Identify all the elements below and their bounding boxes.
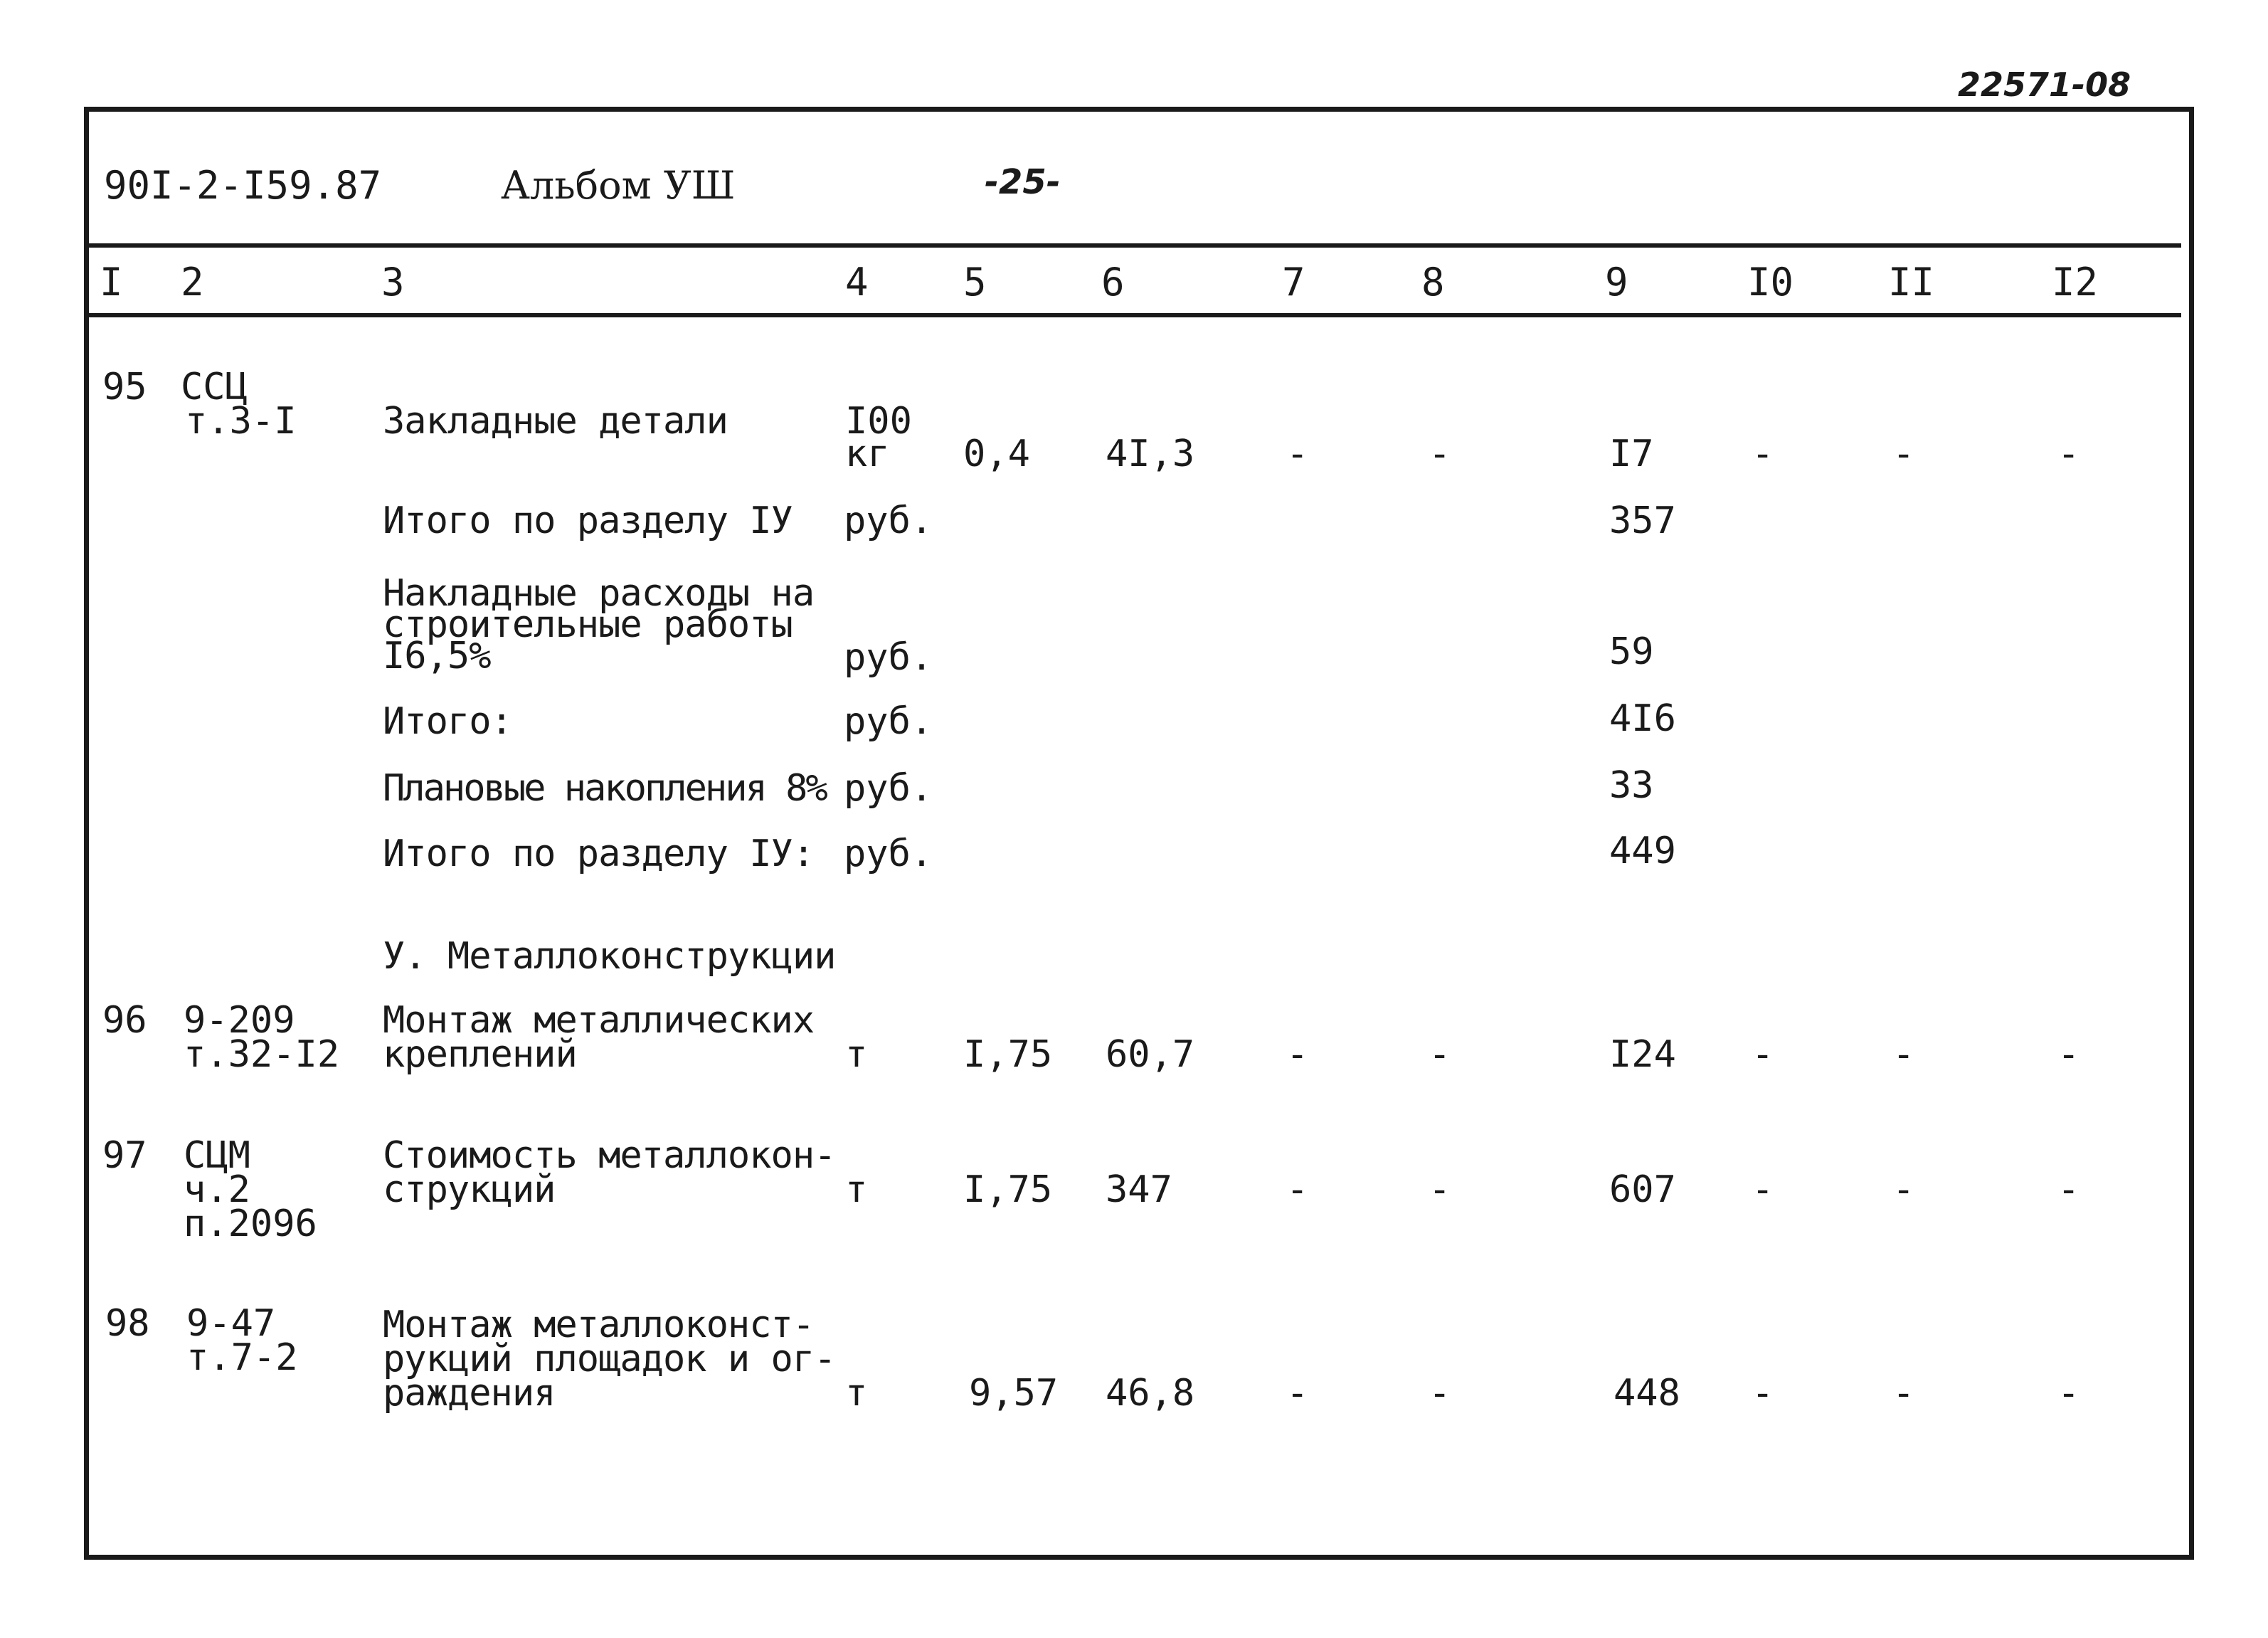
col7-value: - bbox=[1286, 1033, 1309, 1076]
quantity: 0,4 bbox=[963, 433, 1030, 475]
col12-value: - bbox=[2057, 1168, 2080, 1211]
quantity: I,75 bbox=[963, 1033, 1053, 1076]
total-cost: I24 bbox=[1609, 1033, 1676, 1076]
unit: I00 bbox=[845, 400, 912, 443]
col10-value: - bbox=[1752, 1372, 1774, 1415]
unit: руб. bbox=[844, 700, 933, 743]
unit: руб. bbox=[844, 833, 933, 875]
unit-price: 4I,3 bbox=[1106, 433, 1195, 475]
col12-value: - bbox=[2057, 1033, 2080, 1076]
total-cost: 357 bbox=[1609, 500, 1676, 542]
col10-value: - bbox=[1752, 1033, 1774, 1076]
unit: т bbox=[845, 1372, 868, 1415]
total-cost: 59 bbox=[1609, 630, 1654, 673]
col10-value: - bbox=[1752, 1168, 1774, 1211]
row-number: 95 bbox=[102, 366, 147, 408]
unit: руб. bbox=[844, 636, 933, 679]
item-name: Стоимость металлокон- bbox=[383, 1134, 836, 1177]
code-line: т.7-2 bbox=[186, 1336, 298, 1379]
code-line: 9-209 bbox=[184, 999, 295, 1042]
item-name: Итого по разделу IУ bbox=[383, 500, 793, 542]
col11-value: - bbox=[1892, 1372, 1915, 1415]
col10-value: - bbox=[1752, 433, 1774, 475]
col-header: II bbox=[1888, 260, 1935, 305]
code-line: ССЦ bbox=[181, 366, 248, 408]
col12-value: - bbox=[2057, 1372, 2080, 1415]
total-cost: I7 bbox=[1609, 433, 1654, 475]
item-name: Плановые накопления 8% bbox=[383, 767, 826, 810]
code-line: ч.2 bbox=[184, 1168, 250, 1211]
section-heading: У. Металлоконструкции bbox=[383, 935, 836, 978]
col7-value: - bbox=[1286, 1372, 1309, 1415]
item-name: рукций площадок и ог- bbox=[383, 1338, 836, 1380]
col11-value: - bbox=[1892, 1168, 1915, 1211]
col-header: 3 bbox=[381, 260, 405, 305]
item-name: креплений bbox=[383, 1033, 577, 1076]
col-header: 6 bbox=[1101, 260, 1125, 305]
quantity: 9,57 bbox=[969, 1372, 1059, 1415]
col11-value: - bbox=[1892, 433, 1915, 475]
item-name: Закладные детали bbox=[383, 400, 728, 443]
album-label: Альбом УШ bbox=[501, 163, 736, 208]
item-name: Монтаж металлических bbox=[383, 999, 815, 1042]
col-header: 4 bbox=[845, 260, 869, 305]
col8-value: - bbox=[1429, 1372, 1451, 1415]
col7-value: - bbox=[1286, 1168, 1309, 1211]
header-rule-bottom bbox=[89, 313, 2181, 317]
col8-value: - bbox=[1429, 1033, 1451, 1076]
unit-price: 347 bbox=[1106, 1168, 1172, 1211]
col-header: I bbox=[100, 260, 123, 305]
col-header: 8 bbox=[1421, 260, 1445, 305]
col7-value: - bbox=[1286, 433, 1309, 475]
item-name: Итого: bbox=[383, 700, 512, 743]
code-line: т.32-I2 bbox=[184, 1033, 340, 1076]
total-cost: 33 bbox=[1609, 764, 1654, 807]
unit: т bbox=[845, 1168, 868, 1211]
row-number: 98 bbox=[105, 1302, 150, 1345]
project-code: 90I-2-I59.87 bbox=[104, 163, 382, 208]
code-line: 9-47 bbox=[186, 1302, 276, 1345]
row-number: 96 bbox=[102, 999, 147, 1042]
col8-value: - bbox=[1429, 433, 1451, 475]
total-cost: 449 bbox=[1609, 830, 1676, 872]
unit: руб. bbox=[844, 767, 933, 810]
item-name: Монтаж металлоконст- bbox=[383, 1304, 815, 1346]
total-cost: 607 bbox=[1609, 1168, 1676, 1211]
quantity: I,75 bbox=[963, 1168, 1053, 1211]
item-name: раждения bbox=[383, 1372, 556, 1415]
col12-value: - bbox=[2057, 433, 2080, 475]
document-number: 22571-08 bbox=[1958, 65, 2131, 104]
col-header: 9 bbox=[1605, 260, 1628, 305]
col-header: I0 bbox=[1747, 260, 1794, 305]
col-header: 2 bbox=[181, 260, 204, 305]
code-line: СЦМ bbox=[184, 1134, 250, 1177]
code-line: т.3-I bbox=[185, 400, 297, 443]
unit: руб. bbox=[844, 500, 933, 542]
code-line: п.2096 bbox=[184, 1203, 317, 1245]
item-name: струкций bbox=[383, 1168, 556, 1211]
col-header: I2 bbox=[2052, 260, 2099, 305]
col-header: 7 bbox=[1282, 260, 1305, 305]
header-rule-top bbox=[89, 243, 2181, 248]
unit: кг bbox=[845, 433, 890, 475]
total-cost: 4I6 bbox=[1609, 697, 1676, 740]
item-name: Накладные расходы на bbox=[383, 572, 815, 615]
page-number: -25- bbox=[985, 162, 1061, 202]
unit: т bbox=[845, 1033, 868, 1076]
unit-price: 60,7 bbox=[1106, 1033, 1195, 1076]
unit-price: 46,8 bbox=[1106, 1372, 1195, 1415]
col11-value: - bbox=[1892, 1033, 1915, 1076]
item-name: строительные работы bbox=[383, 603, 793, 646]
item-name: I6,5% bbox=[383, 635, 491, 677]
row-number: 97 bbox=[102, 1134, 147, 1177]
col8-value: - bbox=[1429, 1168, 1451, 1211]
item-name: Итого по разделу IУ: bbox=[383, 833, 815, 875]
total-cost: 448 bbox=[1613, 1372, 1680, 1415]
col-header: 5 bbox=[963, 260, 987, 305]
